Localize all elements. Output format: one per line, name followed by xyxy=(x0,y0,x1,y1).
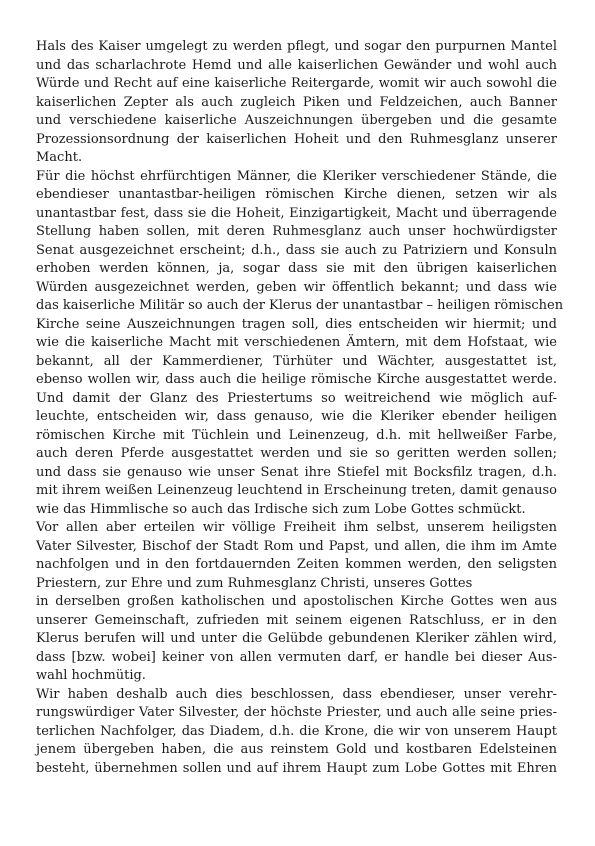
text-line: Kirche seine Auszeichnungen tragen soll, dies entscheiden wir hiermit; und xyxy=(36,316,557,332)
text-line: auch deren Pferde ausgestattet werden und sie so geritten werden sollen; xyxy=(36,446,557,461)
text-line: wahl hochmütig. xyxy=(36,668,146,683)
text-line: in derselben großen katholischen und apostolischen Kirche Gottes wen aus xyxy=(36,594,557,609)
text-line: jenem übergeben haben, die aus reinstem Gold und kostbaren Edelsteinen xyxy=(36,742,557,757)
text-line: Hals des Kaiser umgelegt zu werden pflegt, und sogar den purpurnen Mantel xyxy=(36,39,557,54)
text-line: kaiserlichen Zepter als auch zugleich Piken und Feldzeichen, auch Banner xyxy=(36,94,557,110)
text-line: und dass sie genauso wie unser Senat ihre Stiefel mit Bocksfilz tragen, d.h. xyxy=(36,464,557,480)
text-line: und verschiedene kaiserliche Auszeichnungen übergeben und die gesamte xyxy=(36,113,557,128)
text-line: bekannt, all der Kammerdiener, Türhüter und Wächter, ausgestattet ist, xyxy=(36,353,557,369)
text-line: nachfolgen und in den fortdauernden Zeiten kommen werden, den seligsten xyxy=(36,557,557,572)
paragraph xyxy=(36,519,557,686)
text-line: Würden ausgezeichnet werden, geben wir öffentlich bekannt; und dass wie xyxy=(36,279,557,295)
text-line: rungswürdiger Vater Silvester, der höchste Priester, und auch alle seine pries- xyxy=(36,705,557,720)
text-line: Prozessionsordnung der kaiserlichen Hoheit und den Ruhmesglanz unserer xyxy=(36,131,557,147)
text-line: Wir haben deshalb auch dies beschlossen, dass ebendieser, unser verehr- xyxy=(36,686,557,702)
text-line: Vater Silvester, Bischof der Stadt Rom und Papst, und allen, die ihm im Amte xyxy=(36,538,557,554)
text-line: Und damit der Glanz des Priestertums so weitreichend wie möglich auf- xyxy=(36,390,557,406)
text-line: unserer Gemeinschaft, zufrieden mit seinem eigenen Ratschluss, er in den xyxy=(36,612,557,628)
text-line: erhoben werden können, ja, sogar dass sie mit den übrigen kaiserlichen xyxy=(36,261,557,276)
document-page xyxy=(36,38,564,778)
text-line: das kaiserliche Militär so auch der Klerus der unantastbar – heiligen römischen xyxy=(36,298,564,313)
text-line: Stellung haben sollen, mit deren Ruhmesglanz auch unser hochwürdigster xyxy=(36,224,557,239)
text-line: römischen Kirche mit Tüchlein und Leinenzeug, d.h. mit hellweißer Farbe, xyxy=(36,427,557,443)
text-line: und das scharlachrote Hemd und alle kaiserlichen Gewänder und wohl auch xyxy=(36,57,557,73)
text-line: Würde und Recht auf eine kaiserliche Reitergarde, womit wir auch sowohl die xyxy=(36,76,557,91)
text-line: mit ihrem weißen Leinenzeug leuchtend in Erscheinung treten, damit genauso xyxy=(36,483,557,498)
text-line: dass [bzw. wobei] keiner von allen vermuten darf, er handle bei dieser Aus- xyxy=(36,649,557,665)
text-line: unantastbar fest, dass sie die Hoheit, Einzigartigkeit, Macht und überragende xyxy=(36,205,557,221)
text-line: ebendieser unantastbar-heiligen römischen Kirche dienen, setzen wir als xyxy=(36,187,557,202)
paragraph xyxy=(36,686,557,779)
paragraph xyxy=(36,38,557,168)
text-line: wie die kaiserliche Macht mit verschiedenen Ämtern, mit dem Hofstaat, wie xyxy=(36,335,557,350)
paragraph xyxy=(36,168,564,520)
text-line: wie das Himmlische so auch das Irdische sich zum Lobe Gottes schmückt. xyxy=(36,501,526,517)
text-line: Klerus berufen will und unter die Gelübde gebundenen Kleriker zählen wird, xyxy=(36,631,557,646)
text-line: Für die höchst ehrfürchtigen Männer, die Kleriker verschiedener Stände, die xyxy=(36,168,557,184)
text-line: Priestern, zur Ehre und zum Ruhmesglanz Christi, unseres Gottes xyxy=(36,575,473,591)
text-line: besteht, übernehmen sollen und auf ihrem Haupt zum Lobe Gottes mit Ehren xyxy=(36,760,557,776)
text-line: ebenso wollen wir, dass auch die heilige römische Kirche ausgestattet werde. xyxy=(36,372,557,387)
text-line: Senat ausgezeichnet erscheint; d.h., dass sie auch zu Patriziern und Konsuln xyxy=(36,242,557,258)
text-line: Macht. xyxy=(36,150,83,165)
text-line: terlichen Nachfolger, das Diadem, d.h. die Krone, die wir von unserem Haupt xyxy=(36,723,557,739)
text-line: Vor allen aber erteilen wir völlige Freiheit ihm selbst, unserem heiligsten xyxy=(36,520,557,535)
text-line: leuchte, entscheiden wir, dass genauso, wie die Kleriker ebender heiligen xyxy=(36,409,557,424)
